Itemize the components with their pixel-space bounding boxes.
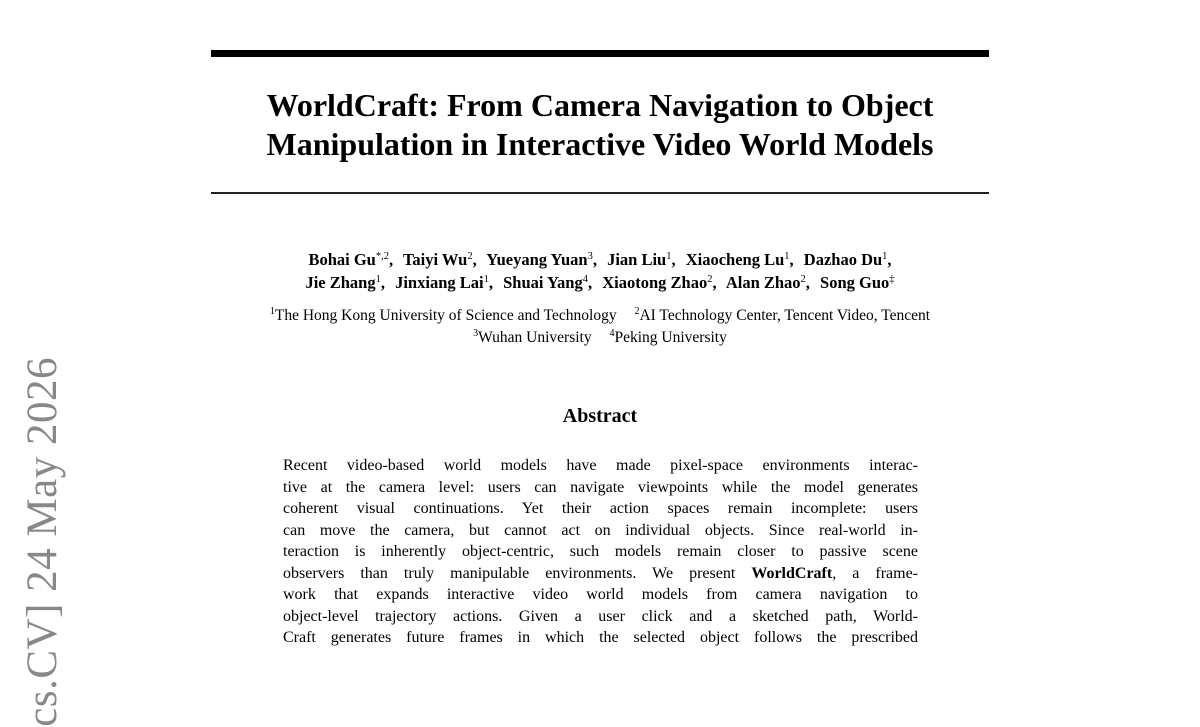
affiliation: $^2$AI Technology Center, Tencent Video, Tencent <box>634 306 931 324</box>
paper-title <box>211 86 989 164</box>
title-rule <box>211 192 989 194</box>
author: Xiaotong Zhao$^2$, <box>602 273 717 292</box>
author: Bohai $Gu^{*,2}$, <box>308 250 394 269</box>
abstract-line: observers than truly manipulable environments. We present WorldCraft, a frame- <box>283 564 919 582</box>
author: Dazhao Du$^1$, <box>803 250 892 269</box>
author-list <box>211 248 989 294</box>
affiliation: $^1$The Hong Kong University of Science and Technology <box>269 306 617 324</box>
abstract-line: Craft generates future frames in which the selected object follows the prescribed <box>283 629 918 646</box>
abstract-line: work that expands interactive video world models from camera navigation to <box>283 586 918 603</box>
author: Song Guo‡ <box>820 273 895 292</box>
title-line-2: Manipulation in Interactive Video World Models <box>266 126 934 162</box>
abstract-line: teraction is inherently object-centric, such models remain closer to passive scene <box>283 543 918 560</box>
abstract-line: object-level trajectory actions. Given a user click and a sketched path, World- <box>283 607 918 625</box>
author-line-2 <box>211 271 989 294</box>
abstract-line: tive at the camera level: users can navigate viewpoints while the model generates <box>283 478 918 496</box>
abstract-heading: Abstract <box>562 405 638 427</box>
affiliation-line-1 <box>211 305 989 327</box>
author-line-1 <box>211 248 989 271</box>
affiliation-line-2 <box>211 327 989 349</box>
author: Jie Zhang$^1$, <box>305 273 385 292</box>
author: Xiaocheng Lu$^1$, <box>685 250 794 269</box>
author: Yueyang Yuan$^3$, <box>486 250 597 269</box>
abstract-body <box>283 455 918 649</box>
author: Alan Zhao$^2$, <box>725 273 810 292</box>
top-rule <box>211 50 989 57</box>
abstract-line: can move the camera, but cannot act on individual objects. Since real-world in- <box>283 521 918 539</box>
abstract-line: Recent video-based world models have made pixel-space environments interac- <box>283 457 918 474</box>
affiliation: $^3$Wuhan University <box>473 328 592 346</box>
method-name: WorldCraft <box>751 564 833 582</box>
author: Jian Liu$^1$, <box>607 250 676 269</box>
arxiv-stamp-text: cs.CV] 24 May 2026 <box>19 357 66 727</box>
title-line-1: WorldCraft: From Camera Navigation to Object <box>266 87 934 123</box>
author: Shuai Yang$^4$, <box>503 273 593 292</box>
abstract-line: coherent visual continuations. Yet their action spaces remain incomplete: users <box>283 500 918 517</box>
affiliation: $^4$Peking University <box>609 328 727 346</box>
arxiv-stamp <box>18 357 82 727</box>
author: Jinxiang Lai$^1$, <box>395 273 493 292</box>
affiliation-list <box>211 305 989 349</box>
author: Taiyi Wu$^2$, <box>402 250 477 269</box>
